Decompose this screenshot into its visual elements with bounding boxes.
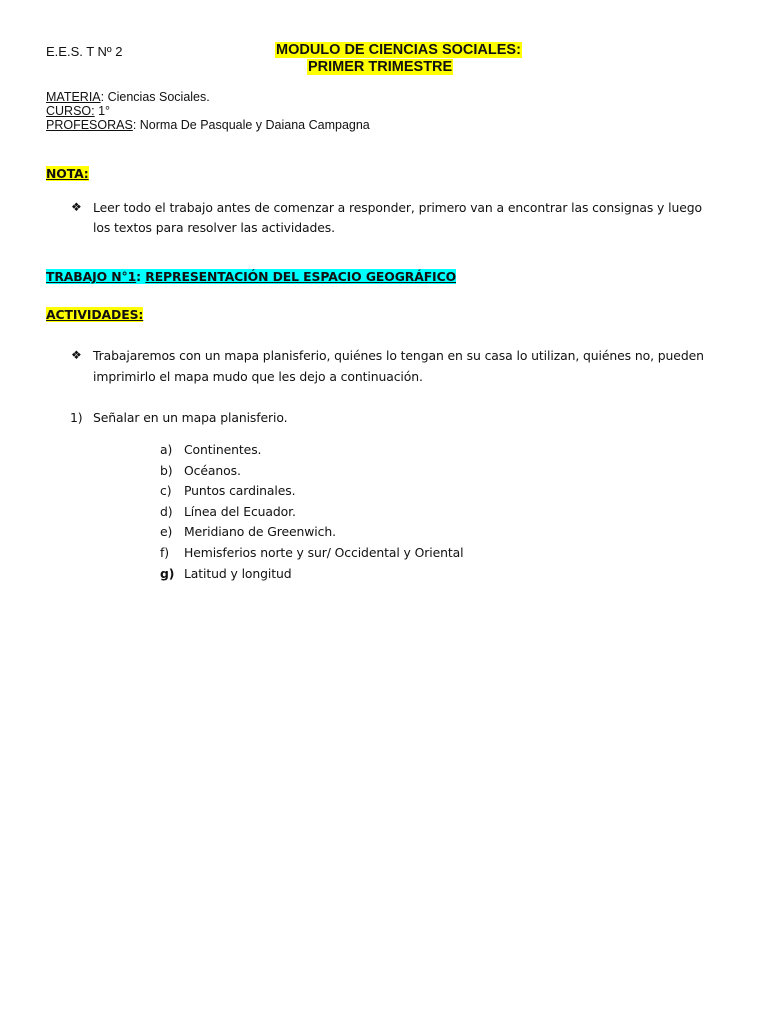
list-item-text: Continentes. (184, 442, 262, 457)
trabajo-title: REPRESENTACIÓN DEL ESPACIO GEOGRÁFICO (145, 269, 456, 284)
list-item-letter: d) (160, 504, 173, 519)
list-item-letter: g) (160, 566, 175, 581)
nota-heading: NOTA: (46, 166, 89, 181)
list-item-letter: f) (160, 545, 169, 560)
actividades-text-line1: Trabajaremos con un mapa planisferio, quiénes lo tengan en su casa lo utilizan, quiénes no, pueden (93, 348, 704, 363)
actividades-text-line2: imprimirlo el mapa mudo que les dejo a continuación. (93, 369, 423, 384)
list-item-text: Latitud y longitud (184, 566, 292, 581)
nota-text-line2: los textos para resolver las actividades. (93, 220, 335, 235)
materia-value: : Ciencias Sociales. (100, 90, 210, 104)
document-title-line2: PRIMER TRIMESTRE (308, 59, 453, 75)
list-item-text: Puntos cardinales. (184, 483, 296, 498)
document-title-line1: MODULO DE CIENCIAS SOCIALES: (276, 42, 521, 58)
list-item (160, 463, 241, 478)
item-1-text: Señalar en un mapa planisferio. (93, 410, 288, 425)
list-item (160, 524, 336, 539)
list-item-text: Línea del Ecuador. (184, 504, 296, 519)
list-item-text: Hemisferios norte y sur/ Occidental y Oriental (184, 545, 464, 560)
list-item-text: Océanos. (184, 463, 241, 478)
list-item-letter: e) (160, 524, 173, 539)
school-name: E.E.S. T Nº 2 (46, 44, 123, 59)
item-1-number: 1) (70, 410, 83, 425)
list-item (160, 545, 463, 560)
list-item-text: Meridiano de Greenwich. (184, 524, 336, 539)
list-item (160, 442, 261, 457)
curso-line (46, 104, 110, 118)
list-item-letter: b) (160, 463, 173, 478)
list-item-letter: a) (160, 442, 173, 457)
actividades-heading: ACTIVIDADES: (46, 307, 144, 322)
profesoras-label: PROFESORAS (46, 118, 133, 132)
list-item (160, 504, 296, 519)
curso-label: CURSO: (46, 104, 95, 118)
list-item (160, 566, 292, 581)
list-item-letter: c) (160, 483, 172, 498)
trabajo-colon: : (136, 269, 142, 284)
list-item (160, 483, 296, 498)
trabajo-heading (46, 269, 456, 284)
trabajo-label: TRABAJO N°1 (46, 269, 137, 284)
profesoras-line (46, 118, 370, 132)
diamond-bullet-icon: ❖ (71, 200, 82, 214)
nota-text-line1: Leer todo el trabajo antes de comenzar a responder, primero van a encontrar las consignas y luego (93, 200, 702, 215)
materia-line (46, 90, 210, 104)
profesoras-value: : Norma De Pasquale y Daiana Campagna (132, 118, 370, 132)
diamond-bullet-icon: ❖ (71, 348, 82, 362)
materia-label: MATERIA (46, 90, 101, 104)
curso-value: 1° (94, 104, 111, 118)
